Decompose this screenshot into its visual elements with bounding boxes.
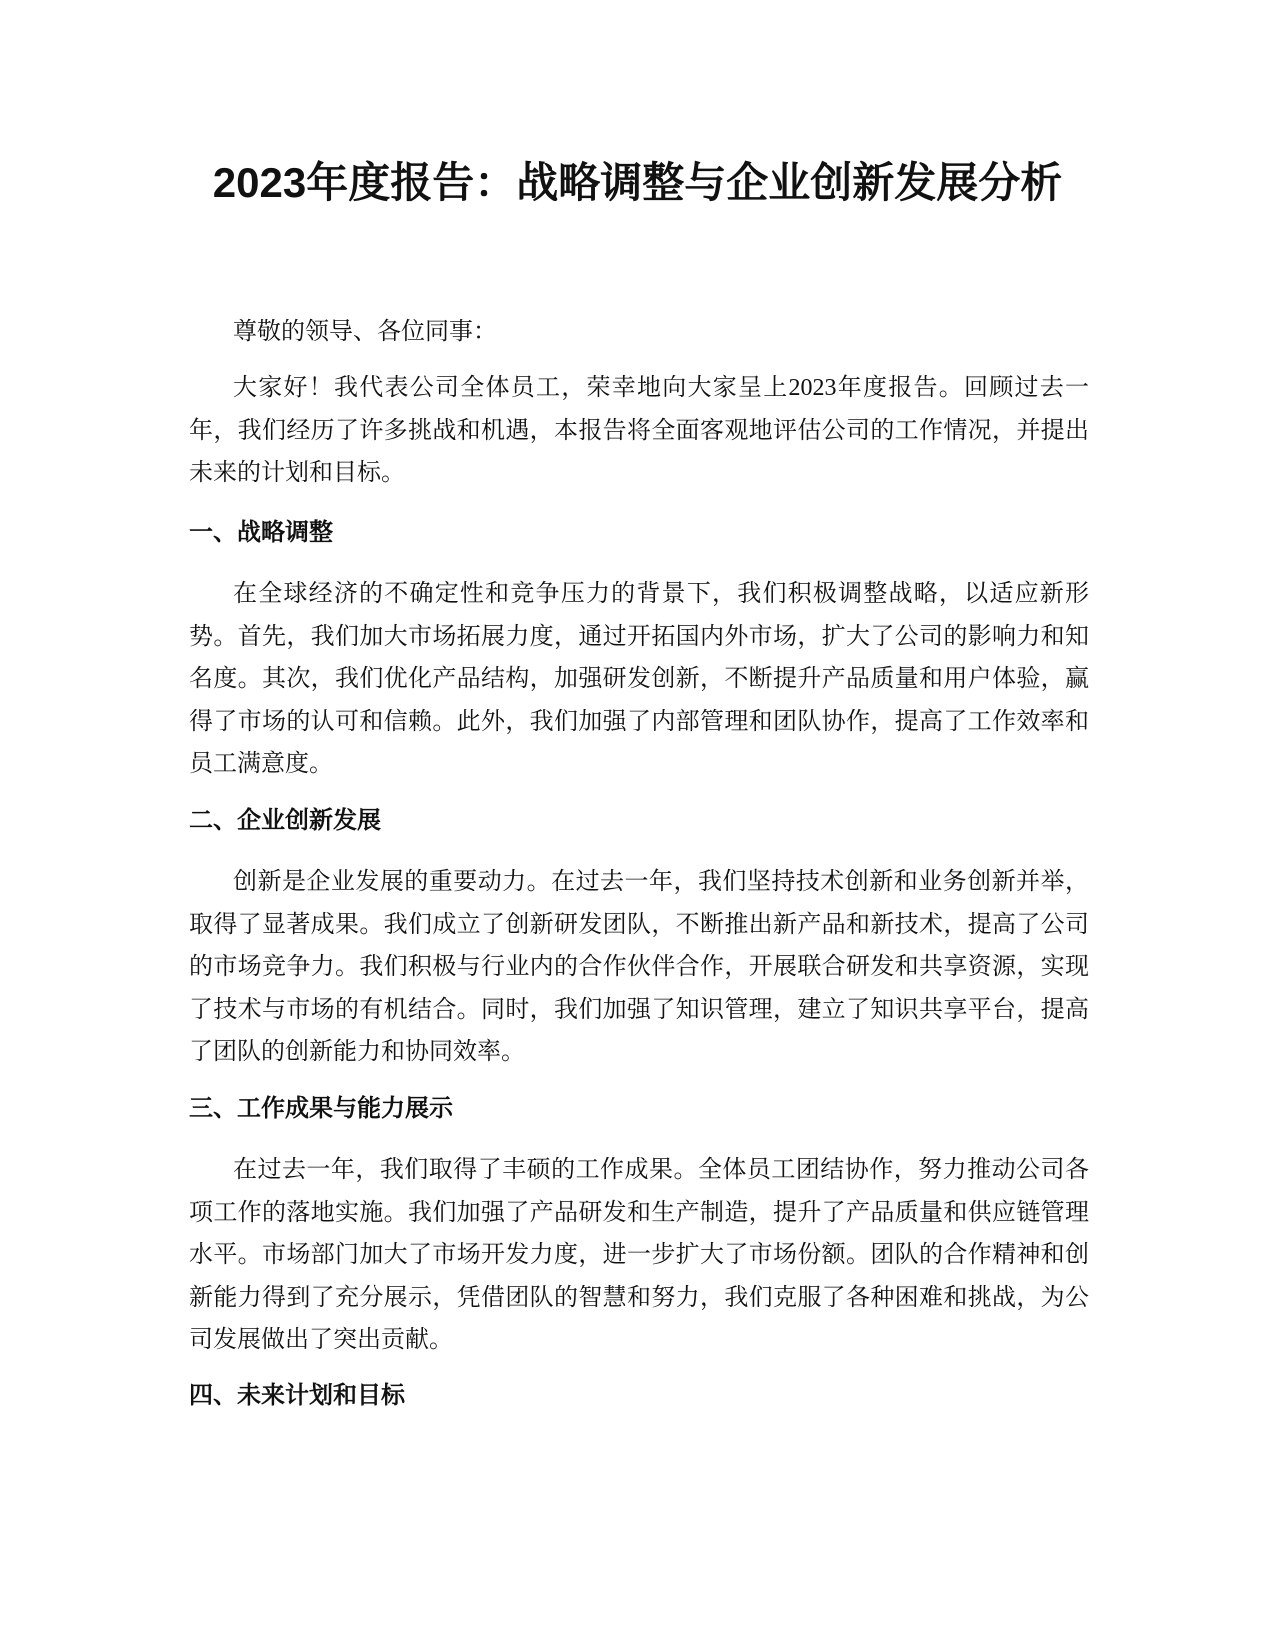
section-body-strategy: 在全球经济的不确定性和竞争压力的背景下，我们积极调整战略，以适应新形势。首先，我们加大市场拓展力度，通过开拓国内外市场，扩大了公司的影响力和知名度。其次，我们优化产品结构，加强研发创新，不断提升产品质量和用户体验，赢得了市场的认可和信赖。此外，我们加强了内部管理和团队协作，提高了工作效率和员工满意度。 xyxy=(189,581,1089,777)
salutation: 尊敬的领导、各位同事： xyxy=(233,319,497,345)
section-heading-innovation: 二、企业创新发展 xyxy=(189,807,381,834)
intro-paragraph: 大家好！我代表公司全体员工，荣幸地向大家呈上2023年度报告。回顾过去一年，我们经历了许多挑战和机遇，本报告将全面客观地评估公司的工作情况，并提出未来的计划和目标。 xyxy=(189,375,1089,486)
section-heading-strategy: 一、战略调整 xyxy=(189,519,333,546)
section-body-innovation: 创新是企业发展的重要动力。在过去一年，我们坚持技术创新和业务创新并举，取得了显著成果。我们成立了创新研发团队，不断推出新产品和新技术，提高了公司的市场竞争力。我们积极与行业内的合作伙伴合作，开展联合研发和共享资源，实现了技术与市场的有机结合。同时，我们加强了知识管理，建立了知识共享平台，提高了团队的创新能力和协同效率。 xyxy=(189,869,1089,1065)
section-heading-achievements: 三、工作成果与能力展示 xyxy=(189,1095,453,1122)
section-heading-future-plans: 四、未来计划和目标 xyxy=(189,1382,405,1409)
document-title: 2023年度报告：战略调整与企业创新发展分析 xyxy=(212,159,1063,206)
section-body-achievements: 在过去一年，我们取得了丰硕的工作成果。全体员工团结协作，努力推动公司各项工作的落地实施。我们加强了产品研发和生产制造，提升了产品质量和供应链管理水平。市场部门加大了市场开发力度，进一步扩大了市场份额。团队的合作精神和创新能力得到了充分展示，凭借团队的智慧和努力，我们克服了各种困难和挑战，为公司发展做出了突出贡献。 xyxy=(189,1157,1089,1353)
